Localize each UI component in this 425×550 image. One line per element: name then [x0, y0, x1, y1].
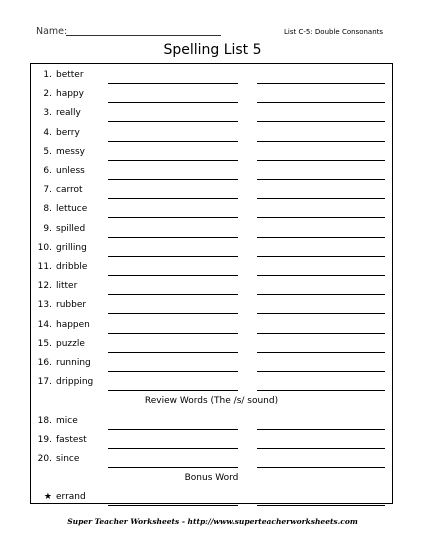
name-line — [66, 35, 221, 36]
word-row — [31, 298, 392, 317]
word-row — [31, 356, 392, 375]
word-text: happen — [56, 319, 90, 330]
writing-line[interactable] — [108, 121, 238, 122]
word-number: ★ — [43, 492, 52, 503]
page-title: Spelling List 5 — [163, 42, 262, 58]
word-number: 10. — [37, 242, 52, 253]
writing-line[interactable] — [108, 429, 238, 430]
word-text: grilling — [56, 242, 87, 253]
writing-line[interactable] — [108, 467, 238, 468]
word-label — [37, 492, 86, 502]
word-row — [31, 145, 392, 164]
word-number: 11. — [37, 262, 52, 272]
writing-line[interactable] — [257, 102, 385, 103]
word-row — [31, 106, 392, 125]
word-text: berry — [56, 127, 80, 138]
word-label — [37, 70, 84, 80]
writing-line[interactable] — [108, 256, 238, 257]
word-number: 19. — [37, 434, 52, 445]
word-number: 7. — [43, 185, 52, 196]
word-label — [37, 281, 77, 291]
word-text: really — [56, 108, 81, 119]
bonus-heading: Bonus Word — [184, 473, 239, 484]
word-label — [37, 454, 79, 464]
word-number: 13. — [37, 300, 52, 311]
word-text: fastest — [56, 434, 87, 445]
writing-line[interactable] — [257, 429, 385, 430]
word-text: dripping — [56, 377, 94, 388]
name-label: Name: — [36, 26, 68, 37]
writing-line[interactable] — [257, 390, 385, 391]
writing-line[interactable] — [108, 102, 238, 103]
word-number: 9. — [43, 223, 52, 234]
word-row — [31, 433, 392, 452]
word-number: 5. — [43, 146, 52, 157]
writing-line[interactable] — [257, 256, 385, 257]
writing-line[interactable] — [108, 141, 238, 142]
word-label — [37, 147, 85, 157]
word-text: litter — [56, 281, 78, 292]
word-label — [37, 89, 84, 99]
word-label — [37, 416, 78, 426]
word-row — [31, 375, 392, 394]
word-label — [37, 262, 87, 272]
word-number: 16. — [37, 358, 52, 368]
writing-line[interactable] — [257, 121, 385, 122]
writing-line[interactable] — [257, 294, 385, 295]
word-number: 1. — [43, 70, 52, 80]
list-label: List C-5: Double Consonants — [284, 28, 384, 36]
word-number: 2. — [43, 89, 52, 100]
writing-line[interactable] — [108, 505, 238, 506]
writing-line[interactable] — [257, 198, 385, 199]
writing-line[interactable] — [257, 141, 385, 142]
writing-line[interactable] — [108, 179, 238, 180]
writing-line[interactable] — [257, 467, 385, 468]
word-row — [31, 202, 392, 221]
word-label — [37, 128, 80, 138]
writing-line[interactable] — [108, 371, 238, 372]
word-number: 4. — [43, 127, 52, 138]
spelling-box — [30, 63, 393, 504]
writing-line[interactable] — [257, 179, 385, 180]
writing-line[interactable] — [257, 333, 385, 334]
writing-line[interactable] — [108, 390, 238, 391]
review-heading: Review Words (The /s/ sound) — [144, 396, 279, 407]
word-number: 18. — [37, 415, 52, 426]
word-text: running — [56, 358, 91, 368]
word-row — [31, 337, 392, 356]
word-number: 12. — [37, 281, 52, 292]
word-row — [31, 126, 392, 145]
word-label — [37, 435, 87, 445]
footer: Super Teacher Worksheets - http://www.superteacherworksheets.com — [67, 517, 358, 526]
word-text: carrot — [56, 185, 83, 196]
word-label — [37, 300, 86, 310]
writing-line[interactable] — [108, 313, 238, 314]
writing-line[interactable] — [257, 371, 385, 372]
writing-line[interactable] — [257, 217, 385, 218]
word-text: unless — [56, 166, 85, 176]
word-row — [31, 87, 392, 106]
word-label — [37, 108, 81, 118]
writing-line[interactable] — [108, 275, 238, 276]
word-label — [37, 377, 93, 387]
word-label — [37, 320, 90, 330]
word-row — [31, 68, 392, 87]
word-row — [31, 279, 392, 298]
word-row — [31, 241, 392, 260]
writing-line[interactable] — [257, 448, 385, 449]
writing-line[interactable] — [108, 333, 238, 334]
word-text: puzzle — [56, 338, 85, 349]
word-row — [31, 183, 392, 202]
word-number: 17. — [37, 377, 52, 388]
word-text: better — [56, 70, 84, 80]
writing-line[interactable] — [108, 83, 238, 84]
word-row — [31, 318, 392, 337]
writing-line[interactable] — [108, 448, 238, 449]
word-text: dribble — [56, 262, 88, 272]
word-text: messy — [56, 146, 86, 157]
word-row — [31, 222, 392, 241]
word-label — [37, 224, 85, 234]
word-text: spilled — [56, 223, 86, 234]
word-row — [31, 452, 392, 471]
word-number: 14. — [37, 319, 52, 330]
word-text: mice — [56, 415, 78, 426]
word-label — [37, 243, 87, 253]
word-number: 8. — [43, 204, 52, 215]
writing-line[interactable] — [257, 275, 385, 276]
word-text: lettuce — [56, 204, 88, 215]
writing-line[interactable] — [257, 237, 385, 238]
word-label — [37, 204, 87, 214]
word-text: since — [56, 454, 80, 464]
word-row — [31, 164, 392, 183]
word-number: 20. — [37, 454, 52, 464]
word-text: happy — [56, 89, 84, 100]
word-label — [37, 339, 85, 349]
word-number: 15. — [37, 338, 52, 349]
writing-line[interactable] — [108, 217, 238, 218]
writing-line[interactable] — [257, 83, 385, 84]
writing-line[interactable] — [108, 294, 238, 295]
writing-line[interactable] — [108, 237, 238, 238]
writing-line[interactable] — [108, 198, 238, 199]
word-number: 6. — [43, 166, 52, 176]
writing-line[interactable] — [257, 160, 385, 161]
writing-line[interactable] — [257, 505, 385, 506]
word-text: rubber — [56, 300, 87, 311]
writing-line[interactable] — [108, 160, 238, 161]
word-text: errand — [56, 492, 86, 503]
writing-line[interactable] — [257, 352, 385, 353]
word-label — [37, 358, 91, 368]
word-label — [37, 166, 85, 176]
writing-line[interactable] — [108, 352, 238, 353]
word-number: 3. — [43, 108, 52, 119]
word-row — [31, 490, 392, 509]
word-row — [31, 414, 392, 433]
writing-line[interactable] — [257, 313, 385, 314]
word-row — [31, 260, 392, 279]
word-label — [37, 185, 83, 195]
